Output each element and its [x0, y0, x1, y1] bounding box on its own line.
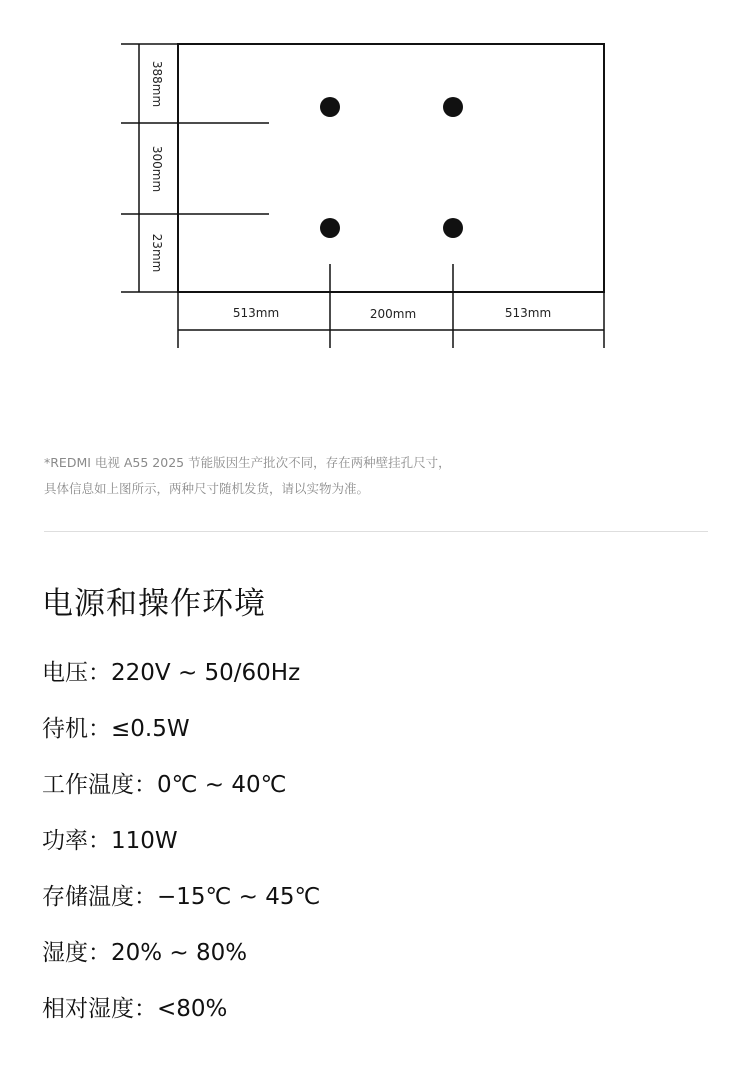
mounting-note-line-2: 具体信息如上图所示，两种尺寸随机发货，请以实物为准。 [44, 481, 370, 496]
spec-relative-humidity: 相对湿度：<80% [42, 996, 228, 1022]
mounting-note-line-1: *REDMI 电视 A55 2025 节能版因生产批次不同，存在两种壁挂孔尺寸， [44, 455, 451, 470]
left-dim-label-23: 23mm [150, 233, 164, 273]
mount-hole-top-left [320, 97, 340, 117]
mount-hole-top-right [443, 97, 463, 117]
bottom-dim-label-200: 200mm [369, 307, 417, 321]
left-dim-label-300: 300mm [150, 145, 164, 193]
spec-operating-temperature: 工作温度：0℃ ~ 40℃ [42, 772, 287, 798]
wall-mount-diagram [0, 0, 750, 360]
bottom-dim-label-513-right: 513mm [504, 306, 552, 320]
mount-hole-bottom-right [443, 218, 463, 238]
section-divider [44, 531, 708, 532]
spec-storage-temperature: 存储温度：−15℃ ~ 45℃ [42, 884, 321, 910]
tv-outline [178, 44, 604, 292]
mount-hole-bottom-left [320, 218, 340, 238]
spec-power: 功率：110W [42, 828, 178, 854]
spec-standby-power: 待机：≤0.5W [42, 716, 190, 742]
left-dim-label-388: 388mm [150, 60, 164, 108]
spec-voltage: 电压：220V ~ 50/60Hz [42, 660, 301, 686]
section-title: 电源和操作环境 [42, 586, 266, 622]
bottom-dim-label-513-left: 513mm [232, 306, 280, 320]
spec-humidity: 湿度：20% ~ 80% [42, 940, 248, 966]
